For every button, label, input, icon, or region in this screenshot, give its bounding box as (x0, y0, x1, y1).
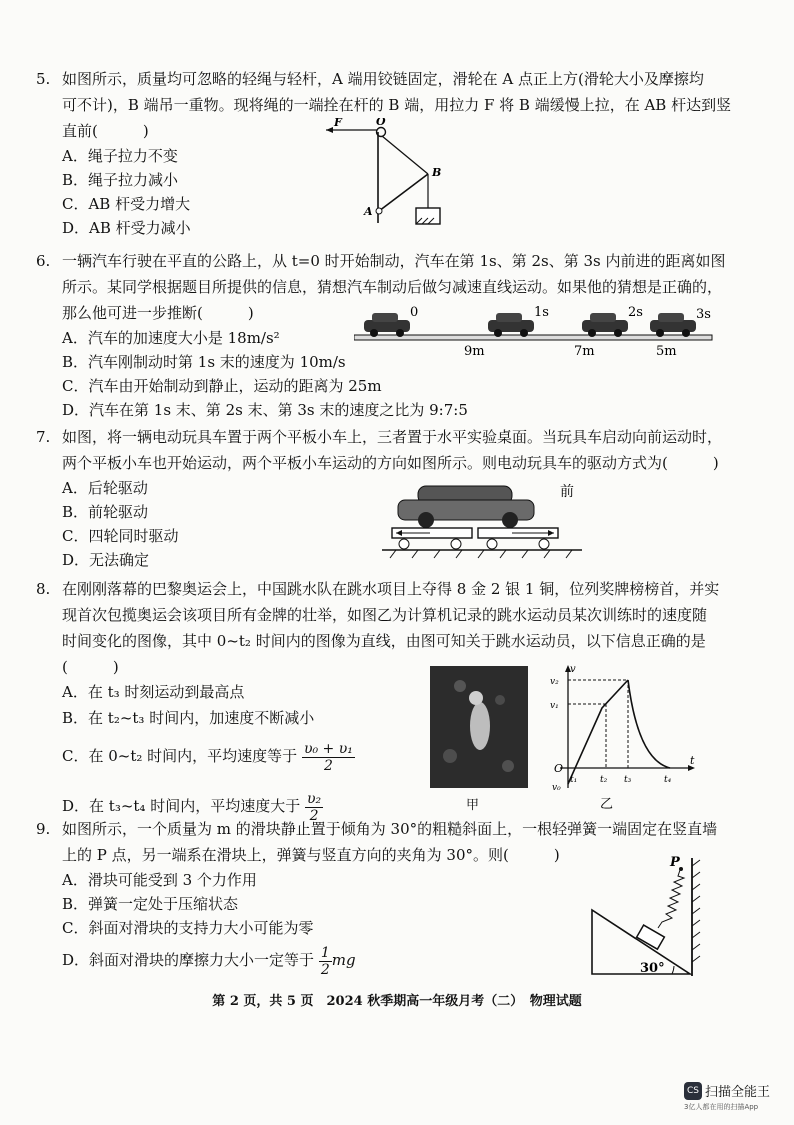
pulley-rod-figure (326, 118, 466, 238)
scanner-watermark (684, 1080, 784, 1112)
label-B: B (432, 166, 442, 179)
distance-label: 5m (656, 344, 677, 359)
question-stem: 如图所示，质量均可忽略的轻绳与轻杆，A 端用铰链固定，滑轮在 A 点正上方(滑轮大小及摩擦均 (62, 70, 704, 88)
time-label: 3s (696, 307, 711, 322)
question-number: 7. (36, 428, 51, 446)
question-stem: 如图所示，一个质量为 m 的滑块静止置于倾角为 30°的粗糙斜面上，一根轻弹簧一端固定在竖直墙 (62, 820, 718, 838)
label-F: F (334, 118, 342, 129)
distance-label: 7m (574, 344, 595, 359)
tick-label: t₁ (570, 775, 578, 785)
car-icon (364, 313, 410, 337)
option-d-text: D．在 t₃~t₄ 时间内，平均速度大于 (62, 797, 301, 815)
scanner-logo-icon: CS (684, 1082, 702, 1100)
option-c: C．斜面对滑块的支持力大小可能为零 (62, 919, 314, 937)
option-a: A．在 t₃ 时刻运动到最高点 (62, 683, 245, 701)
axis-label-v: v (570, 664, 576, 675)
question-stem: 直前( ) (62, 122, 149, 140)
question-stem: 两个平板小车也开始运动，两个平板小车运动的方向如图所示。则电动玩具车的驱动方式为( ) (62, 454, 719, 472)
option-d: D．AB 杆受力减小 (62, 219, 191, 237)
angle-label: 30° (640, 961, 665, 976)
car-icon (650, 313, 696, 337)
fraction (302, 741, 355, 774)
toy-car-figure (382, 480, 592, 570)
origin-label: O (554, 762, 564, 775)
fraction-numerator: 1 (320, 944, 330, 961)
option-c: C．AB 杆受力增大 (62, 195, 191, 213)
question-stem: 上的 P 点，另一端系在滑块上，弹簧与竖直方向的夹角为 30°。则( ) (62, 846, 560, 864)
graph-caption: 乙 (600, 797, 614, 812)
option-d-unit: mg (331, 951, 356, 969)
scanner-tagline: 3亿人都在用的扫描App (684, 1103, 759, 1111)
question-stem: ( ) (62, 658, 119, 676)
option-c: C．四轮同时驱动 (62, 527, 179, 545)
option-d: D．汽车在第 1s 末、第 2s 末、第 3s 末的速度之比为 9:7:5 (62, 401, 468, 419)
fraction (319, 945, 332, 978)
label-O: O (376, 118, 386, 128)
question-stem: 现首次包揽奥运会该项目所有金牌的壮举，如图乙为计算机记录的跳水运动员某次训练时的速度随 (62, 606, 708, 624)
distance-label: 9m (464, 344, 485, 359)
option-a: A．绳子拉力不变 (62, 147, 178, 165)
question-stem: 所示。某同学根据题目所提供的信息，猜想汽车制动后做匀减速直线运动。如果他的猜想是正确的， (62, 278, 723, 296)
tick-label: v₂ (550, 677, 559, 687)
question-number: 5. (36, 70, 51, 88)
fraction-numerator: υ₂ (307, 790, 322, 807)
question-stem: 可不计)，B 端吊一重物。现将绳的一端拴在杆的 B 端，用拉力 F 将 B 端缓慢上拉，在 AB 杆达到竖 (62, 96, 732, 114)
question-number: 9. (36, 820, 51, 838)
diver-silhouette-icon (430, 666, 528, 788)
option-b: B．绳子拉力减小 (62, 171, 179, 189)
option-b: B．在 t₂~t₃ 时间内，加速度不断减小 (62, 709, 315, 727)
option-d: D．无法确定 (62, 551, 150, 569)
time-label: 2s (628, 305, 643, 320)
page-footer: 第 2 页，共 5 页 2024 秋季期高一年级月考（二） 物理试题 (212, 994, 582, 1009)
car-icon (488, 313, 534, 337)
tick-label: t₂ (600, 775, 608, 785)
velocity-time-graph (540, 660, 700, 820)
time-label: 1s (534, 305, 549, 320)
tick-label: t₃ (624, 775, 632, 785)
option-c: C．汽车由开始制动到静止，运动的距离为 25m (62, 377, 382, 395)
tick-label: v₀ (552, 783, 561, 793)
question-stem: 那么他可进一步推断( ) (62, 304, 254, 322)
option-d-text: D．斜面对滑块的摩擦力大小一定等于 (62, 951, 315, 969)
option-b: B．弹簧一定处于压缩状态 (62, 895, 239, 913)
question-stem: 一辆汽车行驶在平直的公路上，从 t=0 时开始制动，汽车在第 1s、第 2s、第 3s 内前进的距离如图 (62, 252, 726, 270)
fraction-denominator: 2 (309, 807, 319, 824)
front-label: 前 (560, 484, 574, 500)
question-number: 8. (36, 580, 51, 598)
tick-label: v₁ (550, 701, 559, 711)
option-b: B．汽车刚制动时第 1s 末的速度为 10m/s (62, 353, 346, 371)
tick-label: t₄ (664, 775, 672, 785)
fraction-numerator: υ₀ + υ₁ (303, 740, 353, 757)
scanner-app-name: 扫描全能王 (705, 1085, 771, 1100)
incline-spring-figure (586, 852, 716, 982)
time-label: 0 (410, 305, 419, 320)
option-a: A．后轮驱动 (62, 479, 148, 497)
label-P: P (670, 855, 680, 870)
fraction-denominator: 2 (323, 757, 333, 774)
option-c-text: C．在 0~t₂ 时间内，平均速度等于 (62, 747, 298, 765)
car-icon (582, 313, 628, 337)
option-a: A．汽车的加速度大小是 18m/s² (62, 329, 280, 347)
option-a: A．滑块可能受到 3 个力作用 (62, 871, 257, 889)
axis-label-t: t (690, 754, 695, 767)
diver-photo (430, 666, 528, 788)
question-stem: 如图，将一辆电动玩具车置于两个平板小车上，三者置于水平实验桌面。当玩具车启动向前运动时， (62, 428, 723, 446)
label-A: A (364, 205, 373, 218)
question-stem: 在刚刚落幕的巴黎奥运会上，中国跳水队在跳水项目上夺得 8 金 2 银 1 铜，位列奖牌榜榜首，并实 (62, 580, 720, 598)
option-b: B．前轮驱动 (62, 503, 149, 521)
braking-car-figure (354, 302, 716, 362)
question-number: 6. (36, 252, 51, 270)
fraction-denominator: 2 (320, 961, 330, 978)
question-stem: 时间变化的图像，其中 0~t₂ 时间内的图像为直线，由图可知关于跳水运动员，以下信息正确的是 (62, 632, 706, 650)
photo-caption: 甲 (466, 798, 480, 813)
